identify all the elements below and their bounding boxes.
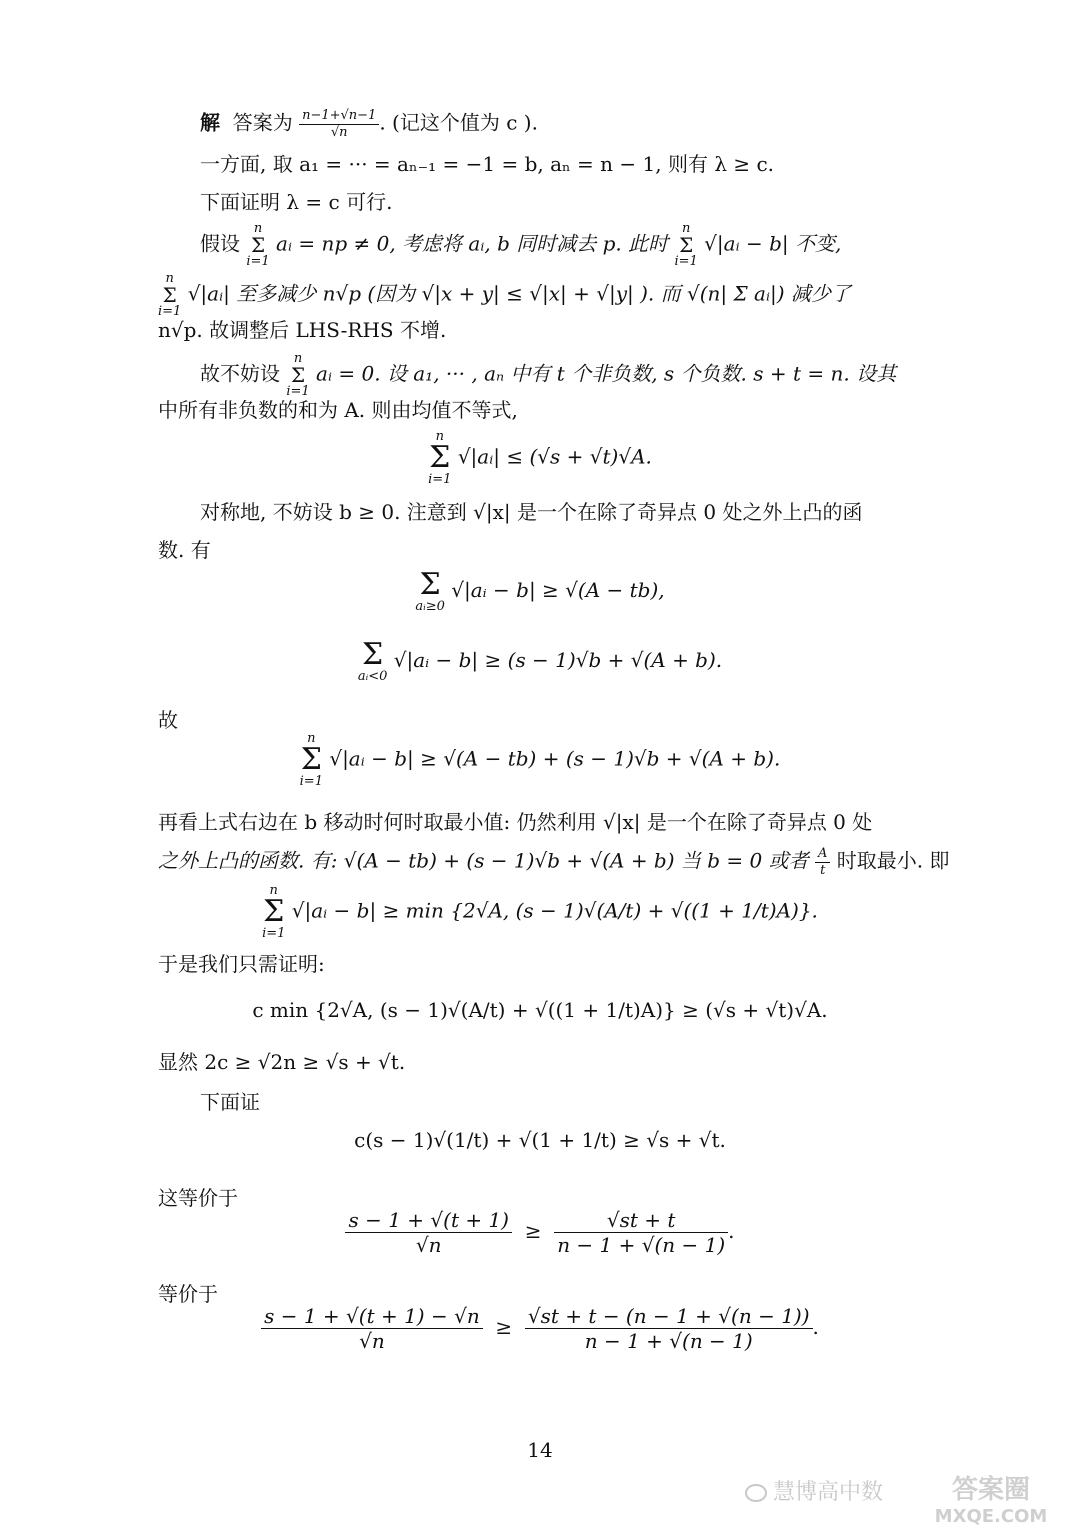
solution-label: 解 <box>200 110 220 135</box>
sum-symbol: n Σ i=1 <box>246 221 270 269</box>
text-line: 中所有非负数的和为 A. 则由均值不等式, <box>158 398 518 422</box>
answer-fraction: $\frac{n-1+√n-1}{√n}$ <box>299 108 379 140</box>
solution-line <box>200 108 538 140</box>
equation: n Σ i=1 √|aᵢ| ≤ (√s + √t)√A. <box>428 429 652 487</box>
wechat-icon <box>745 1484 767 1502</box>
sum-symbol: n Σ i=1 <box>286 351 310 399</box>
text-line: 对称地, 不妨设 b ≥ 0. 注意到 √|x| 是一个在除了奇异点 0 处之外上凸的函 <box>200 500 863 524</box>
equation: n Σ i=1 √|aᵢ − b| ≥ min {2√A, (s − 1)√(A/t) + √((1 + 1/t)A)}. <box>262 883 818 941</box>
text-line: 故不妨设 n Σ i=1 aᵢ = 0. 设 a₁, ··· , aₙ 中有 t 个非负数, s 个负数. s + t = n. 设其 <box>200 351 897 399</box>
equation: $\frac{s - 1 + √(t + 1) - √n}{√n}$ ≥ $\frac{√st + t - (n - 1 + √(n - 1))}{n - 1 + √(n - 1)}$ . <box>0 1304 1080 1353</box>
text-line: 一方面, 取 a₁ = ··· = aₙ₋₁ = −1 = b, aₙ = n − 1, 则有 λ ≥ c. <box>200 152 775 176</box>
watermark-text: 慧博高中数 <box>745 1475 883 1506</box>
answer-intro: 答案为 <box>232 110 293 135</box>
text-line: 下面证 <box>200 1090 260 1114</box>
text-line: 这等价于 <box>158 1186 238 1210</box>
text-line: 等价于 <box>158 1282 218 1306</box>
equation: Σ aᵢ≥0 √|aᵢ − b| ≥ √(A − tb), <box>415 567 665 614</box>
answer-note: . (记这个值为 c ). <box>379 110 538 135</box>
text-line: 之外上凸的函数. 有: √(A − tb) + (s − 1)√b + √(A + b) 当 b = 0 或者 $\frac{A}{t}$ 时取最小. 即 <box>158 846 950 878</box>
text-line: n Σ i=1 √|aᵢ| 至多减少 n√p (因为 √|x + y| ≤ √|x| + √|y| ). 而 √(n| Σ aᵢ|) 减少了 <box>158 271 851 319</box>
equation: $\frac{s - 1 + √(t + 1)}{√n}$ ≥ $\frac{√st + t}{n - 1 + √(n - 1)}$ . <box>0 1208 1080 1257</box>
text-line: n√p. 故调整后 LHS-RHS 不增. <box>158 318 447 342</box>
equation: c min {2√A, (s − 1)√(A/t) + √((1 + 1/t)A)} ≥ (√s + √t)√A. <box>252 998 828 1022</box>
text-line: 显然 2c ≥ √2n ≥ √s + √t. <box>158 1050 406 1074</box>
page-number: 14 <box>527 1438 553 1462</box>
text-line: 再看上式右边在 b 移动时何时取最小值: 仍然利用 √|x| 是一个在除了奇异点 0 处 <box>158 810 873 834</box>
sum-symbol: n Σ i=1 <box>674 221 698 269</box>
text-line: 下面证明 λ = c 可行. <box>200 190 393 214</box>
watermark-logo: 答案圈 MXQE.COM <box>934 1475 1048 1528</box>
text-line: 于是我们只需证明: <box>158 952 325 976</box>
text-line: 故 <box>158 708 178 732</box>
equation: Σ aᵢ<0 √|aᵢ − b| ≥ (s − 1)√b + √(A + b). <box>357 637 723 684</box>
equation: n Σ i=1 √|aᵢ − b| ≥ √(A − tb) + (s − 1)√b + √(A + b). <box>299 731 781 789</box>
text-line: 假设 n Σ i=1 aᵢ = np ≠ 0, 考虑将 aᵢ, b 同时减去 p. 此时 n Σ i=1 √|aᵢ − b| 不变, <box>200 221 842 269</box>
text-line: 数. 有 <box>158 538 211 562</box>
equation: c(s − 1)√(1/t) + √(1 + 1/t) ≥ √s + √t. <box>354 1128 726 1152</box>
sum-symbol: n Σ i=1 <box>158 271 182 319</box>
